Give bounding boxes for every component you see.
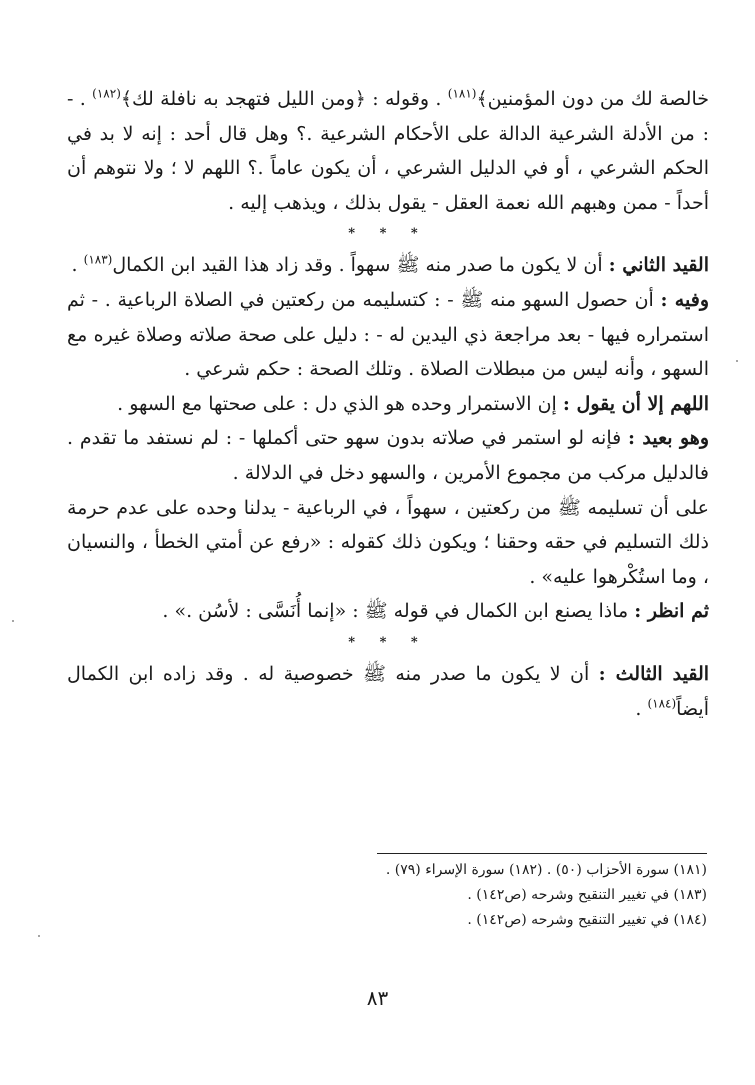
section-separator-1: * * * xyxy=(348,226,428,242)
paragraph-8-text: أن لا يكون ما صدر منه ﷺ خصوصية له . وقد زاده ابن الكمال أيضاً xyxy=(67,662,709,720)
paragraph-8-tail: . xyxy=(635,697,648,720)
footnote-ref-183: (١٨٣) xyxy=(83,253,113,268)
paragraph-7-lead: ثم انظر : xyxy=(634,600,709,623)
footnote-divider xyxy=(377,853,707,854)
scan-speck xyxy=(38,935,40,937)
paragraph-8 xyxy=(67,657,709,726)
page-body xyxy=(67,82,709,726)
paragraph-3 xyxy=(67,283,709,387)
paragraph-5 xyxy=(67,421,709,490)
page-number: ٨٣ xyxy=(366,986,389,1010)
scan-speck xyxy=(736,360,738,362)
section-separator-2: * * * xyxy=(348,634,428,650)
paragraph-4-lead: اللهم إلا أن يقول : xyxy=(562,392,709,415)
paragraph-4-text: إن الاستمرار وحده هو الذي دل : على صحتها مع السهو . xyxy=(117,392,563,415)
paragraph-1-tail: . وقوله : ﴿ومن الليل فتهجد به نافلة لك﴾ xyxy=(120,88,448,110)
footnote-ref-181: (١٨١) xyxy=(447,86,477,101)
paragraph-1-text: خالصة لك من دون المؤمنين﴾ xyxy=(476,88,709,110)
paragraph-2 xyxy=(67,248,709,283)
footnote-184: (١٨٤) في تغيير التنقيح وشرحه (ص١٤٢) . xyxy=(467,912,707,928)
paragraph-5-lead: وهو بعيد : xyxy=(628,427,709,450)
paragraph-8-lead: القيد الثالث : xyxy=(598,662,710,685)
paragraph-3-lead: وفيه : xyxy=(660,288,709,311)
paragraph-6-text: على أن تسليمه ﷺ من ركعتين ، سهواً ، في الرباعية - يدلنا وحده على عدم حرمة ذلك التسليم في حقه وحقنا ؛ ويكون ذلك كقوله : «رفع عن أمتي الخطأ ، والنسيان ، وما استُكْرهوا عليه» . xyxy=(67,496,709,588)
paragraph-2-tail: . xyxy=(71,254,84,277)
paragraph-7 xyxy=(67,594,709,629)
paragraph-7-text: ماذا يصنع ابن الكمال في قوله ﷺ : «إنما أُنَسَّى : لأسُن .» . xyxy=(162,600,635,623)
paragraph-2-lead: القيد الثاني : xyxy=(608,254,709,277)
paragraph-3-text: أن حصول السهو منه ﷺ - : كتسليمه من ركعتين في الصلاة الرباعية . - ثم استمراره فيها - بعد مراجعة ذي اليدين له - : دليل على صحة صلاته وصلاة غيره مع السهو ، وأنه ليس من مبطلات الصلاة . وتلك الصحة : حكم شرعي . xyxy=(67,288,709,381)
paragraph-6 xyxy=(67,491,709,595)
paragraph-2-text: أن لا يكون ما صدر منه ﷺ سهواً . وقد زاد هذا القيد ابن الكمال xyxy=(112,254,609,277)
paragraph-1-tail2: . - : من الأدلة الشرعية الدالة على الأحكام الشرعية .؟ وهل قال أحد : إنه لا بد في الحكم الشرعي ، أو في الدليل الشرعي ، أن يكون عاماً .؟ اللهم لا ؛ ولا نتوهم أن أحداً - ممن وهبهم الله نعمة العقل - يقول بذلك ، ويذهب إليه . xyxy=(67,88,709,214)
footnote-ref-182: (١٨٢) xyxy=(92,86,121,101)
paragraph-1 xyxy=(67,82,709,220)
footnote-183: (١٨٣) في تغيير التنقيح وشرحه (ص١٤٢) . xyxy=(467,887,707,903)
footnote-181-182: (١٨١) سورة الأحزاب (٥٠) . (١٨٢) سورة الإسراء (٧٩) . xyxy=(385,862,707,878)
paragraph-4 xyxy=(67,387,709,422)
scan-speck xyxy=(12,620,14,622)
paragraph-5-text: فإنه لو استمر في صلاته بدون سهو حتى أكملها - : لم نستفد ما تقدم . فالدليل مركب من مجموع الأمرين ، والسهو دخل في الدلالة . xyxy=(67,427,709,484)
footnote-ref-184: (١٨٤) xyxy=(647,696,677,711)
footnotes xyxy=(147,858,707,933)
